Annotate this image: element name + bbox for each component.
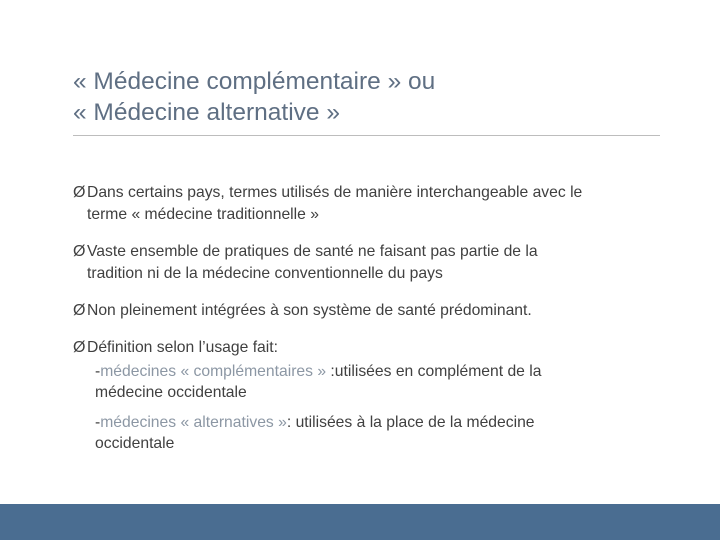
bullet-item-2 (73, 241, 673, 285)
slide-body (73, 182, 673, 463)
bullet-4-text: Définition selon l’usage fait: (87, 339, 278, 356)
sub-item-1-term: médecines « complémentaires » (100, 363, 327, 380)
title-divider (73, 135, 660, 136)
arrow-bullet-icon: Ø (73, 339, 86, 356)
sub-item-2-definition: : utilisées à la place de la médecine (286, 414, 535, 431)
slide-title-line-1: « Médecine complémentaire » ou (73, 68, 436, 95)
sub-item-2-dash: - (95, 414, 101, 431)
sub-item-1-line-1 (95, 361, 673, 382)
bullet-2-line-2: tradition ni de la médecine conventionnelle du pays (87, 265, 443, 282)
bullet-item-1 (73, 182, 673, 226)
bullet-2-line-1: Vaste ensemble de pratiques de santé ne faisant pas partie de la (87, 243, 538, 260)
sub-item-alternative (73, 412, 673, 454)
sub-item-1-line-2: médecine occidentale (95, 384, 247, 401)
arrow-bullet-icon: Ø (73, 302, 86, 319)
bullet-item-3 (73, 300, 673, 322)
sub-item-2-line-2: occidentale (95, 435, 175, 452)
slide-title (73, 66, 673, 128)
slide-title-line-2: « Médecine alternative » (73, 99, 340, 126)
sub-item-2-line-1 (95, 412, 673, 433)
sub-item-1-dash: - (95, 363, 101, 380)
bullet-1-line-1: Dans certains pays, termes utilisés de manière interchangeable avec le (87, 184, 583, 201)
arrow-bullet-icon: Ø (73, 243, 86, 260)
bullet-item-4 (73, 337, 673, 359)
sub-item-2-term: médecines « alternatives » (100, 414, 287, 431)
sub-item-1-definition: :utilisées en complément de la (326, 363, 542, 380)
bullet-3-text: Non pleinement intégrées à son système de santé prédominant. (87, 302, 532, 319)
bullet-1-line-2: terme « médecine traditionnelle » (87, 206, 319, 223)
arrow-bullet-icon: Ø (73, 184, 86, 201)
footer-bar (0, 504, 720, 540)
sub-item-complementary (73, 361, 673, 403)
